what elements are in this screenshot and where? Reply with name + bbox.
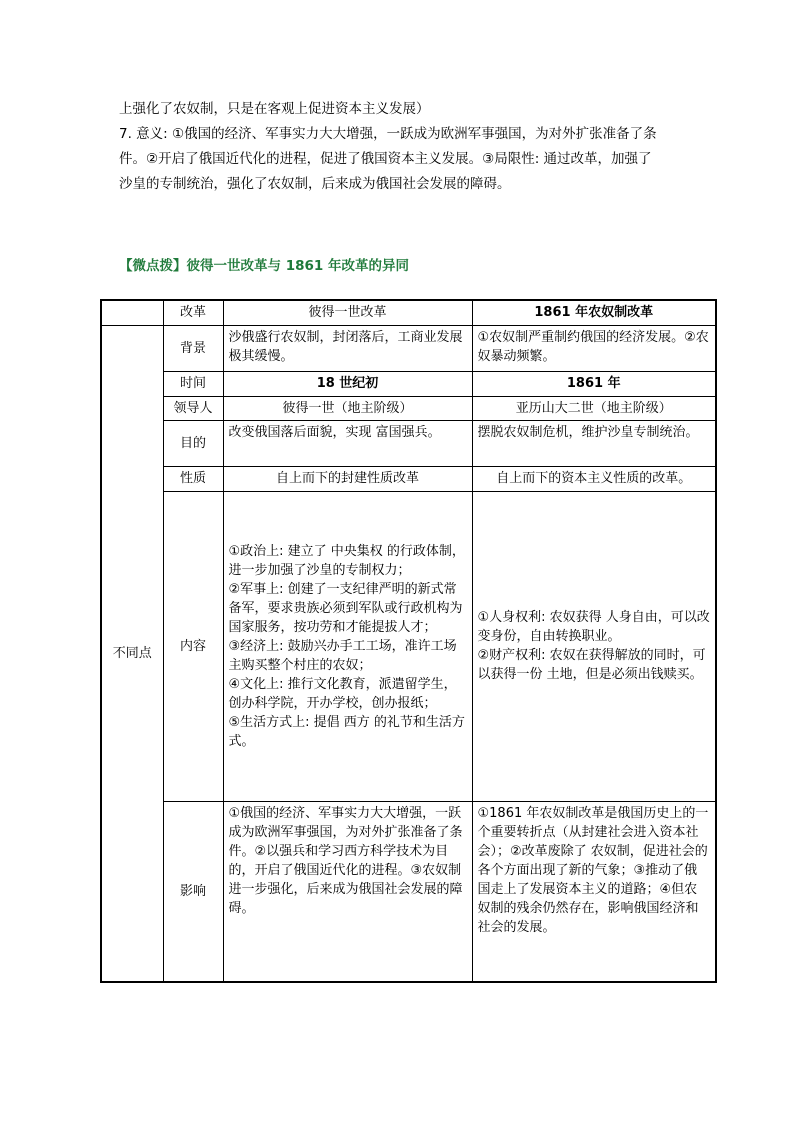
cell-peter-background: 沙俄盛行农奴制，封闭落后，工商业发展极其缓慢。 <box>223 325 472 371</box>
cell-peter-content <box>223 492 472 802</box>
row-label-purpose: 目的 <box>163 420 223 466</box>
row-label-impact: 影响 <box>163 801 223 982</box>
cell-1861-impact: ①1861 年农奴制改革是俄国历史上的一个重要转折点（从封建社会进入资本社会）；②改革废除了 农奴制，促进社会的各个方面出现了新的气象；③推动了俄国走上了发展资本主义的道路；④但农奴制的残余仍然存在，影响俄国经济和社会的发展。 <box>472 801 716 982</box>
table-row <box>101 396 716 420</box>
header-peter: 彼得一世改革 <box>223 300 472 325</box>
cell-1861-leader: 亚历山大二世（地主阶级） <box>472 396 716 420</box>
table-row <box>101 420 716 466</box>
cell-1861-time: 1861 年 <box>472 371 716 396</box>
comparison-table <box>100 299 717 983</box>
cell-1861-nature: 自上而下的资本主义性质的改革。 <box>472 466 716 491</box>
empty-corner-cell <box>101 300 163 325</box>
content-item: ①政治上: 建立了 中央集权 的行政体制，进一步加强了沙皇的专制权力； <box>228 543 465 578</box>
group-label-differences: 不同点 <box>101 325 163 982</box>
table-row <box>101 492 716 802</box>
intro-line: 7. 意义: ①俄国的经济、军事实力大大增强，一跃成为欧洲军事强国，为对外扩张准备了条 <box>119 126 657 142</box>
section-heading: 【微点拨】彼得一世改革与 1861 年改革的异同 <box>119 258 409 274</box>
cell-peter-impact: ①俄国的经济、军事实力大大增强，一跃成为欧洲军事强国，为对外扩张准备了条件。②以强兵和学习西方科学技术为目的，开启了俄国近代化的进程。③农奴制进一步强化，后来成为俄国社会发展的障碍。 <box>223 801 472 982</box>
content-item: ①人身权利: 农奴获得 人身自由，可以改变身份，自由转换职业。 <box>477 610 710 645</box>
cell-peter-leader: 彼得一世（地主阶级） <box>223 396 472 420</box>
row-label-leader: 领导人 <box>163 396 223 420</box>
cell-peter-nature: 自上而下的封建性质改革 <box>223 466 472 491</box>
intro-line: 件。②开启了俄国近代化的进程，促进了俄国资本主义发展。③局限性: 通过改革，加强了 <box>119 151 652 167</box>
content-item: ③经济上: 鼓励兴办手工工场，准许工场主购买整个村庄的农奴； <box>228 638 457 673</box>
cell-1861-background: ①农奴制严重制约俄国的经济发展。②农奴暴动频繁。 <box>472 325 716 371</box>
row-label-time: 时间 <box>163 371 223 396</box>
row-label-nature: 性质 <box>163 466 223 491</box>
content-item: ②财产权利: 农奴在获得解放的同时，可以获得一份 土地，但是必须出钱赎买。 <box>477 648 706 683</box>
table-header-row <box>101 300 716 325</box>
intro-line: 沙皇的专制统治，强化了农奴制，后来成为俄国社会发展的障碍。 <box>119 176 511 192</box>
intro-line: 上强化了农奴制，只是在客观上促进资本主义发展） <box>119 101 430 117</box>
table-row <box>101 801 716 982</box>
header-1861: 1861 年农奴制改革 <box>472 300 716 325</box>
content-item: ⑤生活方式上: 提倡 西方 的礼节和生活方式。 <box>228 714 465 749</box>
row-label-background: 背景 <box>163 325 223 371</box>
content-item: ②军事上: 创建了一支纪律严明的新式常备军，要求贵族必须到军队或行政机构为国家服务，按功劳和才能提拔人才； <box>228 581 463 635</box>
row-label-content: 内容 <box>163 492 223 802</box>
cell-peter-time: 18 世纪初 <box>223 371 472 396</box>
cell-1861-content <box>472 492 716 802</box>
header-reform: 改革 <box>163 300 223 325</box>
table-row <box>101 371 716 396</box>
table-row <box>101 325 716 371</box>
cell-1861-purpose: 摆脱农奴制危机，维护沙皇专制统治。 <box>472 420 716 466</box>
content-item: ④文化上: 推行文化教育，派遣留学生，创办科学院，开办学校，创办报纸； <box>228 676 457 711</box>
intro-text <box>119 97 689 197</box>
cell-peter-purpose: 改变俄国落后面貌，实现 富国强兵。 <box>223 420 472 466</box>
table-row <box>101 466 716 491</box>
